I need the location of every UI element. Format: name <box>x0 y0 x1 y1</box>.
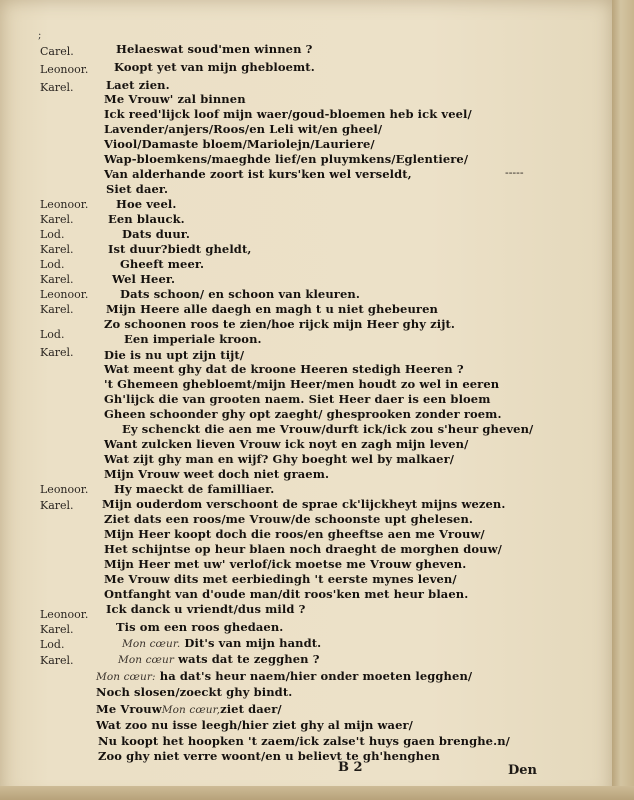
speaker-label: Carel. <box>40 45 74 58</box>
verse-text: Dats duur. <box>122 227 190 241</box>
verse-line <box>106 182 168 197</box>
italic-phrase: Mon cœur: <box>96 671 156 683</box>
signature-mark: B 2 <box>338 760 363 775</box>
verse-line <box>104 348 244 363</box>
verse-line <box>96 718 413 733</box>
speaker-label: Lod. <box>40 228 65 241</box>
speaker-label: Lod. <box>40 638 65 651</box>
verse-text: Zo schoonen roos te zien/hoe rijck mijn Heer ghy zijt. <box>104 317 455 331</box>
verse-text: Dats schoon/ en schoon van kleuren. <box>120 287 360 301</box>
verse-text: Koopt yet van mijn ghebloemt. <box>114 60 315 74</box>
verse-line <box>96 702 282 717</box>
verse-line <box>104 392 491 407</box>
verse-line <box>104 437 468 452</box>
speaker-label: Leonoor. <box>40 483 89 496</box>
verse-text: Lavender/anjers/Roos/en Leli wit/en gheel/ <box>104 122 383 136</box>
verse-text: Wel Heer. <box>112 272 176 286</box>
speaker-label: Leonoor. <box>40 608 89 621</box>
verse-line <box>116 197 176 212</box>
verse-text: Viool/Damaste bloem/Mariolejn/Lauriere/ <box>104 137 375 151</box>
verse-line <box>122 227 190 242</box>
verse-line <box>104 152 468 167</box>
verse-line <box>106 78 170 93</box>
verse-line <box>104 407 502 422</box>
verse-text: wats dat te zegghen ? <box>178 652 320 666</box>
verse-line <box>102 497 505 512</box>
verse-line <box>120 287 360 302</box>
speaker-label: Karel. <box>40 213 74 226</box>
italic-phrase: Mon cœur, <box>161 704 221 716</box>
verse-line <box>122 422 533 437</box>
verse-line <box>106 302 438 317</box>
verse-line <box>104 377 499 392</box>
page-edge-right <box>612 0 634 800</box>
verse-text: Me Vrouw dits met eerbiedingh 't eerste mynes leven/ <box>104 572 457 586</box>
verse-text: Een blauck. <box>108 212 185 226</box>
verse-text: Wat zoo nu isse leegh/hier ziet ghy al mijn waer/ <box>96 718 413 732</box>
page-mark: ; <box>38 30 42 41</box>
verse-line <box>98 734 510 749</box>
verse-text: Mijn Vrouw weet doch niet graem. <box>104 467 330 481</box>
verse-line <box>114 482 274 497</box>
verse-line <box>104 362 464 377</box>
verse-text: Me Vrouw <box>96 702 162 716</box>
verse-line <box>120 257 204 272</box>
speaker-label: Leonoor. <box>40 288 89 301</box>
speaker-label: Karel. <box>40 499 74 512</box>
verse-text: Siet daer. <box>106 182 169 196</box>
speaker-label: Karel. <box>40 273 74 286</box>
speaker-label: Leonoor. <box>40 198 89 211</box>
verse-text: Hoe veel. <box>116 197 177 211</box>
verse-line <box>104 92 246 107</box>
verse-line <box>104 527 485 542</box>
speaker-label: Karel. <box>40 623 74 636</box>
verse-text: Mijn Heer koopt doch die roos/en gheeftse aen me Vrouw/ <box>104 527 485 541</box>
verse-text: Mijn Heer met uw' verlof/ick moetse me Vrouw gheven. <box>104 557 467 571</box>
verse-line <box>104 107 472 122</box>
verse-line <box>104 557 466 572</box>
italic-phrase: Mon cœur <box>118 654 175 666</box>
verse-text: ha dat's heur naem/hier onder moeten legghen/ <box>159 669 473 683</box>
verse-text: Laet zien. <box>106 78 170 92</box>
verse-text: Hy maeckt de familliaer. <box>114 482 275 496</box>
verse-text: Ick reed'lijck loof mijn waer/goud-bloemen heb ick veel/ <box>104 107 472 121</box>
verse-line <box>104 542 502 557</box>
verse-text: Noch slosen/zoeckt ghy bindt. <box>96 685 293 699</box>
speaker-label: Karel. <box>40 81 74 94</box>
verse-text: Tis om een roos ghedaen. <box>116 620 284 634</box>
speaker-label: Karel. <box>40 303 74 316</box>
verse-line <box>104 587 468 602</box>
verse-text: Helaeswat soud'men winnen ? <box>116 42 313 56</box>
verse-line <box>98 749 440 764</box>
italic-phrase: Mon cœur. <box>122 638 181 650</box>
verse-line <box>104 452 454 467</box>
verse-text: Nu koopt het hoopken 't zaem/ick zalse't huys gaen brenghe.n/ <box>98 734 510 748</box>
speaker-label: Karel. <box>40 243 74 256</box>
verse-line <box>104 467 329 482</box>
verse-line <box>124 332 262 347</box>
verse-text: Die is nu upt zijn tijt/ <box>104 348 245 362</box>
verse-line <box>104 512 473 527</box>
verse-text: Mijn ouderdom verschoont de sprae ck'lijckheyt mijns wezen. <box>102 497 506 511</box>
verse-text: Ist duur?biedt gheldt, <box>108 242 252 256</box>
verse-text: Wap-bloemkens/maeghde lief/en pluymkens/Eglentiere/ <box>104 152 469 166</box>
verse-text: Een imperiale kroon. <box>124 332 262 346</box>
verse-text: Dit's van mijn handt. <box>184 636 322 650</box>
verse-line <box>106 602 305 617</box>
verse-line <box>104 137 375 152</box>
verse-line <box>114 60 315 75</box>
page-edge-bottom <box>0 786 634 800</box>
verse-text: Ziet dats een roos/me Vrouw/de schoonste upt ghelesen. <box>104 512 474 526</box>
verse-line <box>96 669 472 684</box>
verse-text: Me Vrouw' zal binnen <box>104 92 246 106</box>
speaker-label: Karel. <box>40 346 74 359</box>
speaker-label: Lod. <box>40 328 65 341</box>
verse-line <box>118 652 320 667</box>
verse-text: Gh'lijck die van grooten naem. Siet Heer daer is een bloem <box>104 392 491 406</box>
verse-text-tail: ziet daer/ <box>220 702 282 716</box>
verse-line <box>104 572 457 587</box>
catchword: Den <box>508 763 537 778</box>
verse-line <box>104 317 455 332</box>
verse-line <box>112 272 175 287</box>
verse-text: Wat zijt ghy man en wijf? Ghy boeght wel by malkaer/ <box>104 452 455 466</box>
verse-line <box>108 212 185 227</box>
verse-text: Van alderhande zoort ist kurs'ken wel verseldt, <box>104 167 412 181</box>
verse-text: Wat meent ghy dat de kroone Heeren stedigh Heeren ? <box>104 362 464 376</box>
verse-text: Zoo ghy niet verre woont/en u believt te gh'henghen <box>98 749 440 763</box>
ornament-dashes: ----- <box>505 166 524 179</box>
verse-line <box>122 636 321 651</box>
speaker-label: Lod. <box>40 258 65 271</box>
verse-line <box>108 242 251 257</box>
verse-line <box>104 122 382 137</box>
verse-text: Ontfanght van d'oude man/dit roos'ken met heur blaen. <box>104 587 469 601</box>
verse-text: Want zulcken lieven Vrouw ick noyt en zagh mijn leven/ <box>104 437 469 451</box>
verse-text: Mijn Heere alle daegh en magh t u niet ghebeuren <box>106 302 438 316</box>
verse-text: Het schijntse op heur blaen noch draeght de morghen douw/ <box>104 542 502 556</box>
verse-line <box>104 167 412 182</box>
speaker-label: Karel. <box>40 654 74 667</box>
verse-line <box>96 685 292 700</box>
verse-line <box>116 42 313 57</box>
speaker-label: Leonoor. <box>40 63 89 76</box>
verse-text: Ey schenckt die aen me Vrouw/durft ick/ick zou s'heur gheven/ <box>122 422 534 436</box>
verse-line <box>116 620 283 635</box>
verse-text: Ick danck u vriendt/dus mild ? <box>106 602 306 616</box>
verse-text: 't Ghemeen ghebloemt/mijn Heer/men houdt zo wel in eeren <box>104 377 500 391</box>
verse-text: Gheeft meer. <box>120 257 205 271</box>
verse-text: Gheen schoonder ghy opt zaeght/ ghesprooken zonder roem. <box>104 407 502 421</box>
